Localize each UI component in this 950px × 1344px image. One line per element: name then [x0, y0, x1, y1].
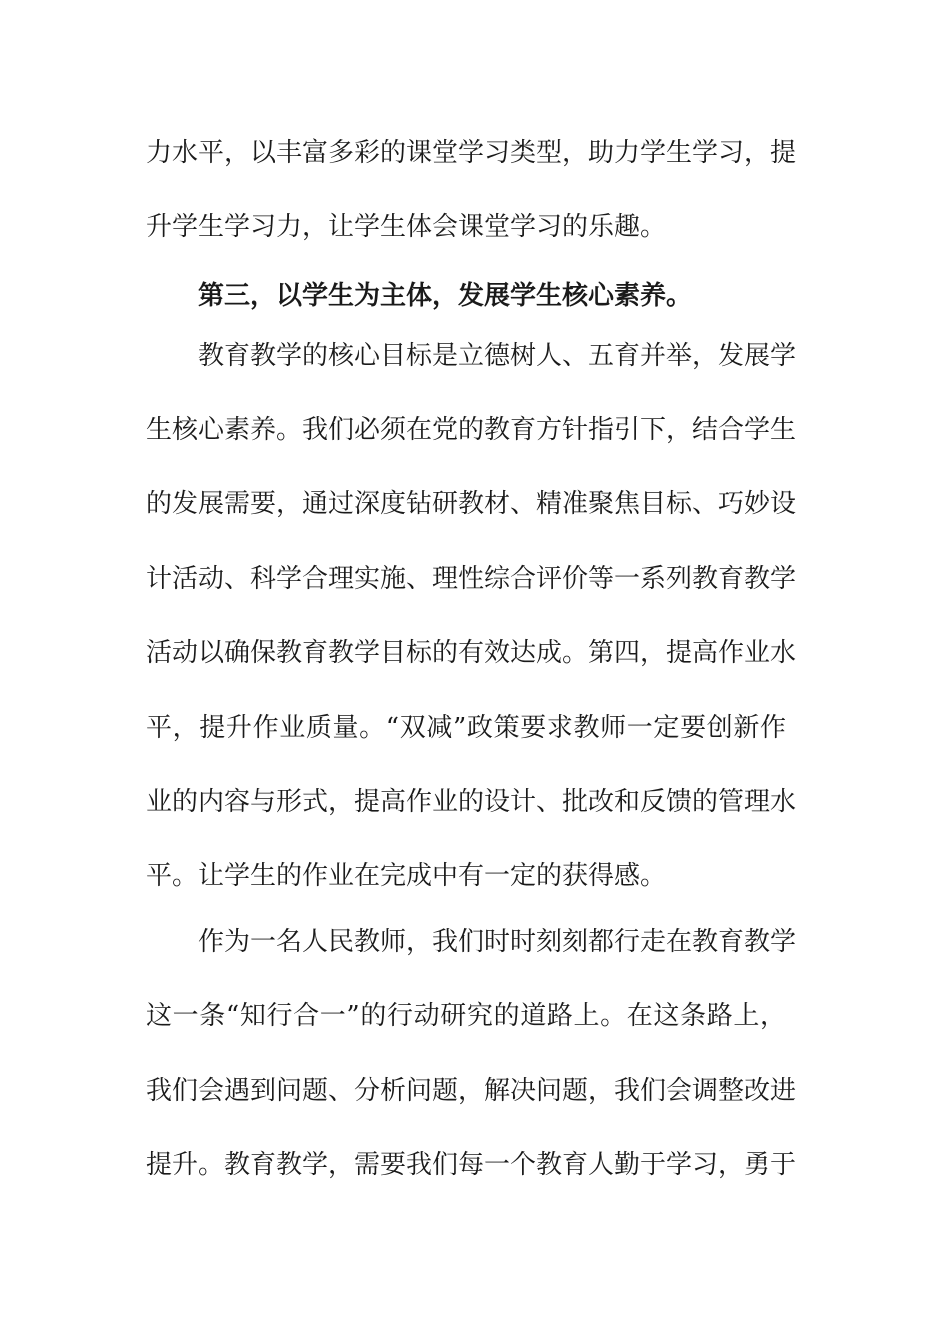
text-line: 计活动、科学合理实施、理性综合评价等一系列教育教学: [146, 564, 797, 594]
section-heading: 第三，以学生为主体，发展学生核心素养。: [198, 281, 693, 311]
text-line: 教育教学的核心目标是立德树人、五育并举，发展学: [198, 341, 797, 371]
text-line: 平，提升作业质量。“双减”政策要求教师一定要创新作: [146, 713, 786, 743]
text-line: 业的内容与形式，提高作业的设计、批改和反馈的管理水: [146, 787, 797, 817]
text-line: 作为一名人民教师，我们时时刻刻都行走在教育教学: [198, 927, 797, 957]
text-line: 活动以确保教育教学目标的有效达成。第四，提高作业水: [146, 638, 797, 668]
text-line: 我们会遇到问题、分析问题，解决问题，我们会调整改进: [146, 1076, 797, 1106]
text-line: 平。让学生的作业在完成中有一定的获得感。: [146, 861, 667, 891]
text-line: 力水平，以丰富多彩的课堂学习类型，助力学生学习，提: [146, 138, 797, 168]
text-line: 的发展需要，通过深度钻研教材、精准聚焦目标、巧妙设: [146, 489, 797, 519]
text-line: 升学生学习力，让学生体会课堂学习的乐趣。: [146, 212, 667, 242]
text-line: 提升。教育教学，需要我们每一个教育人勤于学习，勇于: [146, 1150, 797, 1180]
text-line: 生核心素养。我们必须在党的教育方针指引下，结合学生: [146, 415, 797, 445]
text-line: 这一条“知行合一”的行动研究的道路上。在这条路上，: [146, 1001, 786, 1031]
